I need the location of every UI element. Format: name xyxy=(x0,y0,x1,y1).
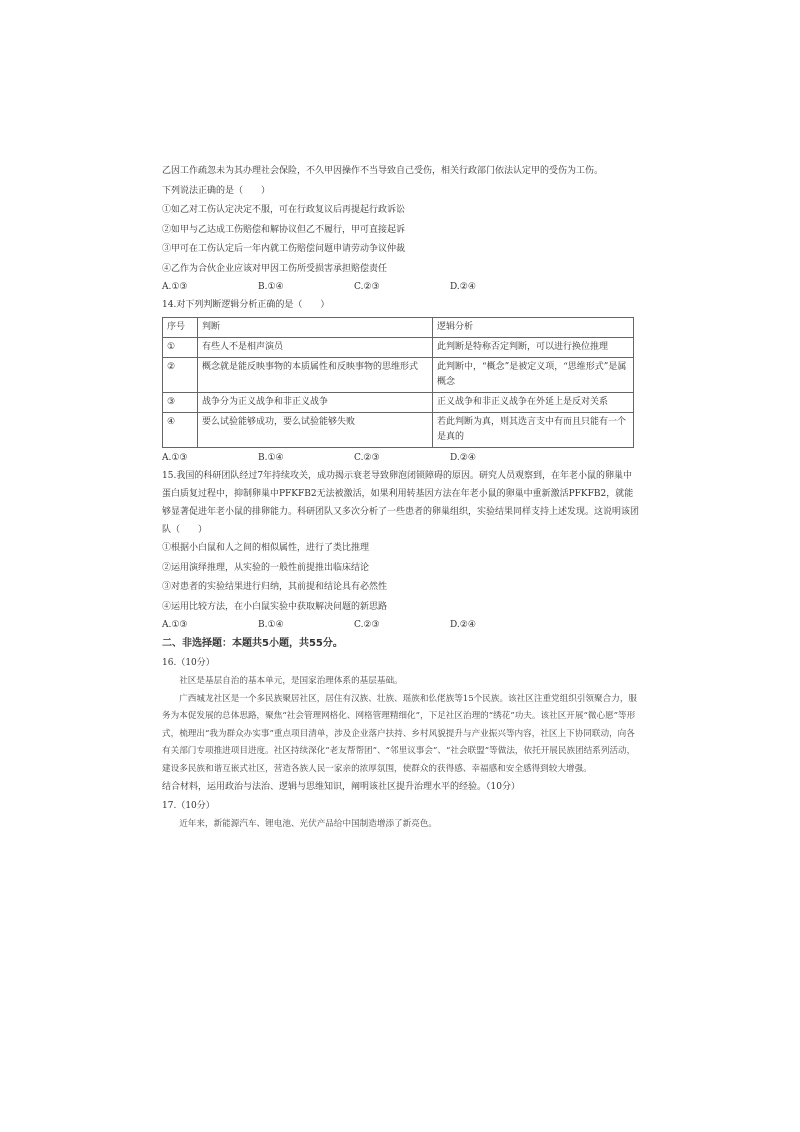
q14-stem: 14.对下列判断逻辑分析正确的是（ ） xyxy=(162,300,330,310)
question-14 xyxy=(162,296,642,467)
q15-option-a: A.①③ xyxy=(162,620,188,630)
q15-option-c: C.②③ xyxy=(354,620,380,630)
q13-stem-line1: 乙因工作疏忽未为其办理社会保险，不久甲因操作不当导致自己受伤，相关行政部门依法认定甲的受伤为工伤。 xyxy=(162,166,604,176)
q16-head: 16.（10分） xyxy=(162,658,215,668)
q16-question: 结合材料，运用政治与法治、逻辑与思维知识，阐明该社区提升治理水平的经验。（10分） xyxy=(162,782,520,792)
q14-option-b: B.①④ xyxy=(258,453,284,463)
q17-head: 17.（10分） xyxy=(162,801,215,811)
table-row xyxy=(163,393,634,413)
question-13 xyxy=(162,160,642,296)
table-row xyxy=(163,413,634,448)
q14-option-d: D.②④ xyxy=(450,453,476,463)
q15-option-d: D.②④ xyxy=(450,620,476,630)
row-analysis: 若此判断为真，则其选言支中有而且只能有一个是真的 xyxy=(433,413,634,448)
q13-options xyxy=(162,279,642,296)
question-16 xyxy=(162,654,642,797)
q15-options xyxy=(162,617,642,634)
q15-item-1: ①根据小白鼠和人之间的相似属性，进行了类比推理 xyxy=(162,543,370,553)
q14-option-a: A.①③ xyxy=(162,453,188,463)
row-no: ③ xyxy=(163,393,198,413)
table-row xyxy=(163,358,634,393)
q13-item-2: ②如甲与乙达成工伤赔偿和解协议但乙不履行，甲可直接起诉 xyxy=(162,224,406,235)
q14-options xyxy=(162,450,642,467)
q13-stem-line2: 下列说法正确的是（ ） xyxy=(162,186,271,196)
q13-option-d: D.②④ xyxy=(450,282,476,292)
header-analysis: 逻辑分析 xyxy=(433,318,634,338)
q13-item-4: ④乙作为合伙企业应该对甲因工伤所受损害承担赔偿责任 xyxy=(162,263,388,274)
question-17 xyxy=(162,797,642,834)
row-no: ④ xyxy=(163,413,198,448)
q13-item-3: ③甲可在工伤认定后一年内就工伤赔偿问题申请劳动争议仲裁 xyxy=(162,244,406,254)
table-row xyxy=(163,338,634,358)
row-no: ② xyxy=(163,358,198,393)
section-2-title: 二、非选择题：本题共5小题，共55分。 xyxy=(162,638,343,649)
row-analysis: 此判断是特称否定判断，可以进行换位推理 xyxy=(433,338,634,358)
q15-item-4: ④运用比较方法，在小白鼠实验中获取解决问题的新思路 xyxy=(162,601,388,612)
table-header-row xyxy=(163,318,634,338)
exam-page xyxy=(162,160,642,834)
row-judgment: 战争分为正义战争和非正义战争 xyxy=(198,393,433,413)
q14-table xyxy=(162,317,634,448)
q15-item-2: ②运用演绎推理，从实验的一般性前提推出临床结论 xyxy=(162,562,370,573)
row-analysis: 此判断中，“概念”是被定义项，“思维形式”是属概念 xyxy=(433,358,634,393)
question-15 xyxy=(162,467,642,634)
q13-option-a: A.①③ xyxy=(162,282,188,292)
row-judgment: 概念就是能反映事物的本质属性和反映事物的思维形式 xyxy=(198,358,433,393)
header-judgment: 判断 xyxy=(198,318,433,338)
q16-material-2: 广西城龙社区是一个多民族聚居社区，居住有汉族、壮族、瑶族和仫佬族等15个民族。该社区注重党组织引领聚合力，服务为本促发展的总体思路，聚焦“社会管理网格化、网格管理精细化”，下足社区治理的“绣花”功夫。该社区开展“微心愿”等形式，梳理出“我为群众办实事”重点项目清单，涉及企业落户扶持、乡村风貌提升与产业振兴等内容，社区上下协同联动，向各有关部门专项推进项目进度。社区持续深化“老友帮帮团”、“邻里议事会”、“社会联盟”等做法，依托开展民族团结系列活动，建设多民族和谐互嵌式社区，营造各族人民一家亲的浓厚氛围，使群众的获得感、幸福感和安全感得到较大增强。 xyxy=(162,693,638,774)
row-no: ① xyxy=(163,338,198,358)
q15-stem: 15.我国的科研团队经过7年持续攻关，成功揭示衰老导致卵泡闭锁障碍的原因。研究人员观察到，在年老小鼠的卵巢中蛋白质复过程中，抑制卵巢中PFKFB2无法被激活，如果利用转基因方法在年老小鼠的卵巢中重新激活PFKFB2，就能够显著促进年老小鼠的排卵能力。科研团队又多次分析了一些患者的卵巢组织，实验结果同样支持上述发现。这说明该团队（ ） xyxy=(162,471,640,535)
q15-item-3: ③对患者的实验结果进行归纳，其前提和结论具有必然性 xyxy=(162,582,388,592)
row-analysis: 正义战争和非正义战争在外延上是反对关系 xyxy=(433,393,634,413)
q13-option-b: B.①④ xyxy=(258,282,284,292)
q16-material-1: 社区是基层自治的基本单元，是国家治理体系的基层基础。 xyxy=(179,676,403,686)
header-no: 序号 xyxy=(163,318,198,338)
row-judgment: 有些人不是相声演员 xyxy=(198,338,433,358)
q17-material-1: 近年来，新能源汽车、锂电池、光伏产品给中国制造增添了新亮色。 xyxy=(179,819,438,829)
q15-option-b: B.①④ xyxy=(258,620,284,630)
q13-item-1: ①如乙对工伤认定决定不服，可在行政复议后再提起行政诉讼 xyxy=(162,205,406,215)
q14-option-c: C.②③ xyxy=(354,453,380,463)
row-judgment: 要么试验能够成功，要么试验能够失败 xyxy=(198,413,433,448)
q13-option-c: C.②③ xyxy=(354,282,380,292)
